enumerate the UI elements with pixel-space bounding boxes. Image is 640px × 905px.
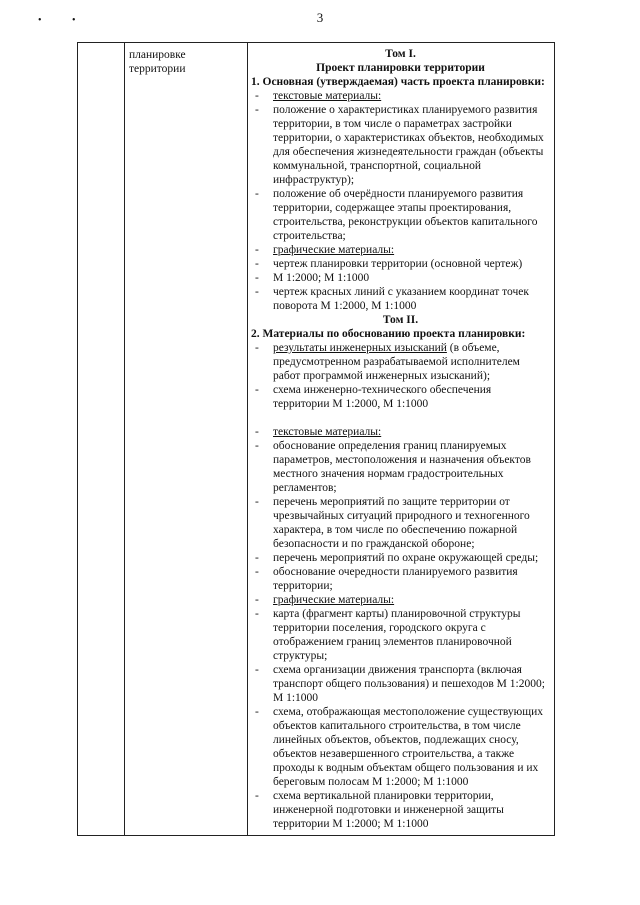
list-item-text: схема инженерно-технического обеспечения территории М 1:2000, М 1:1000 [273,384,492,410]
list-item [251,495,550,551]
volume1-title: Том I. [385,48,416,60]
list-item-text: перечень мероприятий по охране окружающей среды; [273,552,539,564]
list-item [251,607,550,663]
volume2-title: Том II. [382,314,419,326]
list-item [251,285,550,313]
list-item [251,425,550,439]
list-item-text: схема вертикальной планировки территории, инженерной подготовки и инженерной защиты территории М 1:2000; М 1:1000 [273,790,504,830]
list-item-text: схема организации движения транспорта (включая транспорт общего пользования) и пешеходов М 1:2000; М 1:1000 [273,664,545,704]
list-item [251,271,550,285]
list-item-text: положение об очерёдности планируемого развития территории, содержащее этапы проектирования, строительства, реконструкции объектов капитального строительства; [273,188,538,242]
content-cell [248,43,555,836]
list-item-text: карта (фрагмент карты) планировочной структуры территории поселения, городского округа с отображением границ элементов планировочной структуры; [273,608,521,662]
results-rest: (в объеме, предусмотренном разрабатываемой исполнителем работ программой инженерных изысканий); [273,342,520,382]
volume1-section: 1. Основная (утверждаемая) часть проекта планировки: [251,76,545,88]
list-item-text: положение о характеристиках планируемого развития территории, в том числе о параметрах застройки территории, о характеристиках объектов, необходимых для обеспечения жизнедеятельности граждан (объекты коммунальной, транспортной, социальной инфраструктур); [273,104,544,186]
volume2-list-a [251,341,550,411]
list-item [251,789,550,831]
name-cell: планировке территории [125,43,248,836]
list-item-text: обоснование очередности планируемого развития территории; [273,566,518,592]
volume2-list-b [251,425,550,831]
list-item [251,341,550,383]
list-item [251,243,550,257]
volume2-section: 2. Материалы по обоснованию проекта планировки: [251,328,526,340]
list-item-text: текстовые материалы: [273,90,382,102]
list-item-text: чертеж красных линий с указанием координат точек поворота М 1:2000, М 1:1000 [273,286,529,312]
list-item [251,103,550,187]
list-item-text: графические материалы: [273,244,395,256]
volume1-subtitle: Проект планировки территории [316,62,485,74]
document-table [77,42,555,836]
list-item-text: схема, отображающая местоположение существующих объектов капитального строительства, в том числе линейных объектов, объектов, подлежащих сносу, объектов незавершенного строительства, а также проходы к водным объектам общего пользования и их береговым полосам М 1:2000; М 1:1000 [273,706,544,788]
list-item [251,439,550,495]
list-item [251,257,550,271]
list-item-text: текстовые материалы: [273,426,382,438]
list-item [251,593,550,607]
list-item [251,705,550,789]
list-item-text: обоснование определения границ планируемых параметров, местоположения и назначения объектов местного значения нормам градостроительных регламентов; [273,440,531,494]
scan-marks: • • [38,15,90,26]
list-item [251,187,550,243]
list-item [251,663,550,705]
list-item [251,551,550,565]
table-row [78,43,555,836]
list-item [251,383,550,411]
volume1-list [251,89,550,313]
list-item-text: чертеж планировки территории (основной чертеж) [273,258,523,270]
spacer [251,411,550,425]
list-item [251,565,550,593]
number-cell [78,43,125,836]
list-item [251,89,550,103]
list-item-text: М 1:2000; М 1:1000 [273,272,370,284]
results-label: результаты инженерных изысканий [273,342,447,354]
list-item-text: графические материалы: [273,594,395,606]
page-number: 3 [316,10,324,25]
list-item-text: перечень мероприятий по защите территории от чрезвычайных ситуаций природного и техногенного характера, в том числе по обеспечению пожарной безопасности и по гражданской обороне; [273,496,530,550]
